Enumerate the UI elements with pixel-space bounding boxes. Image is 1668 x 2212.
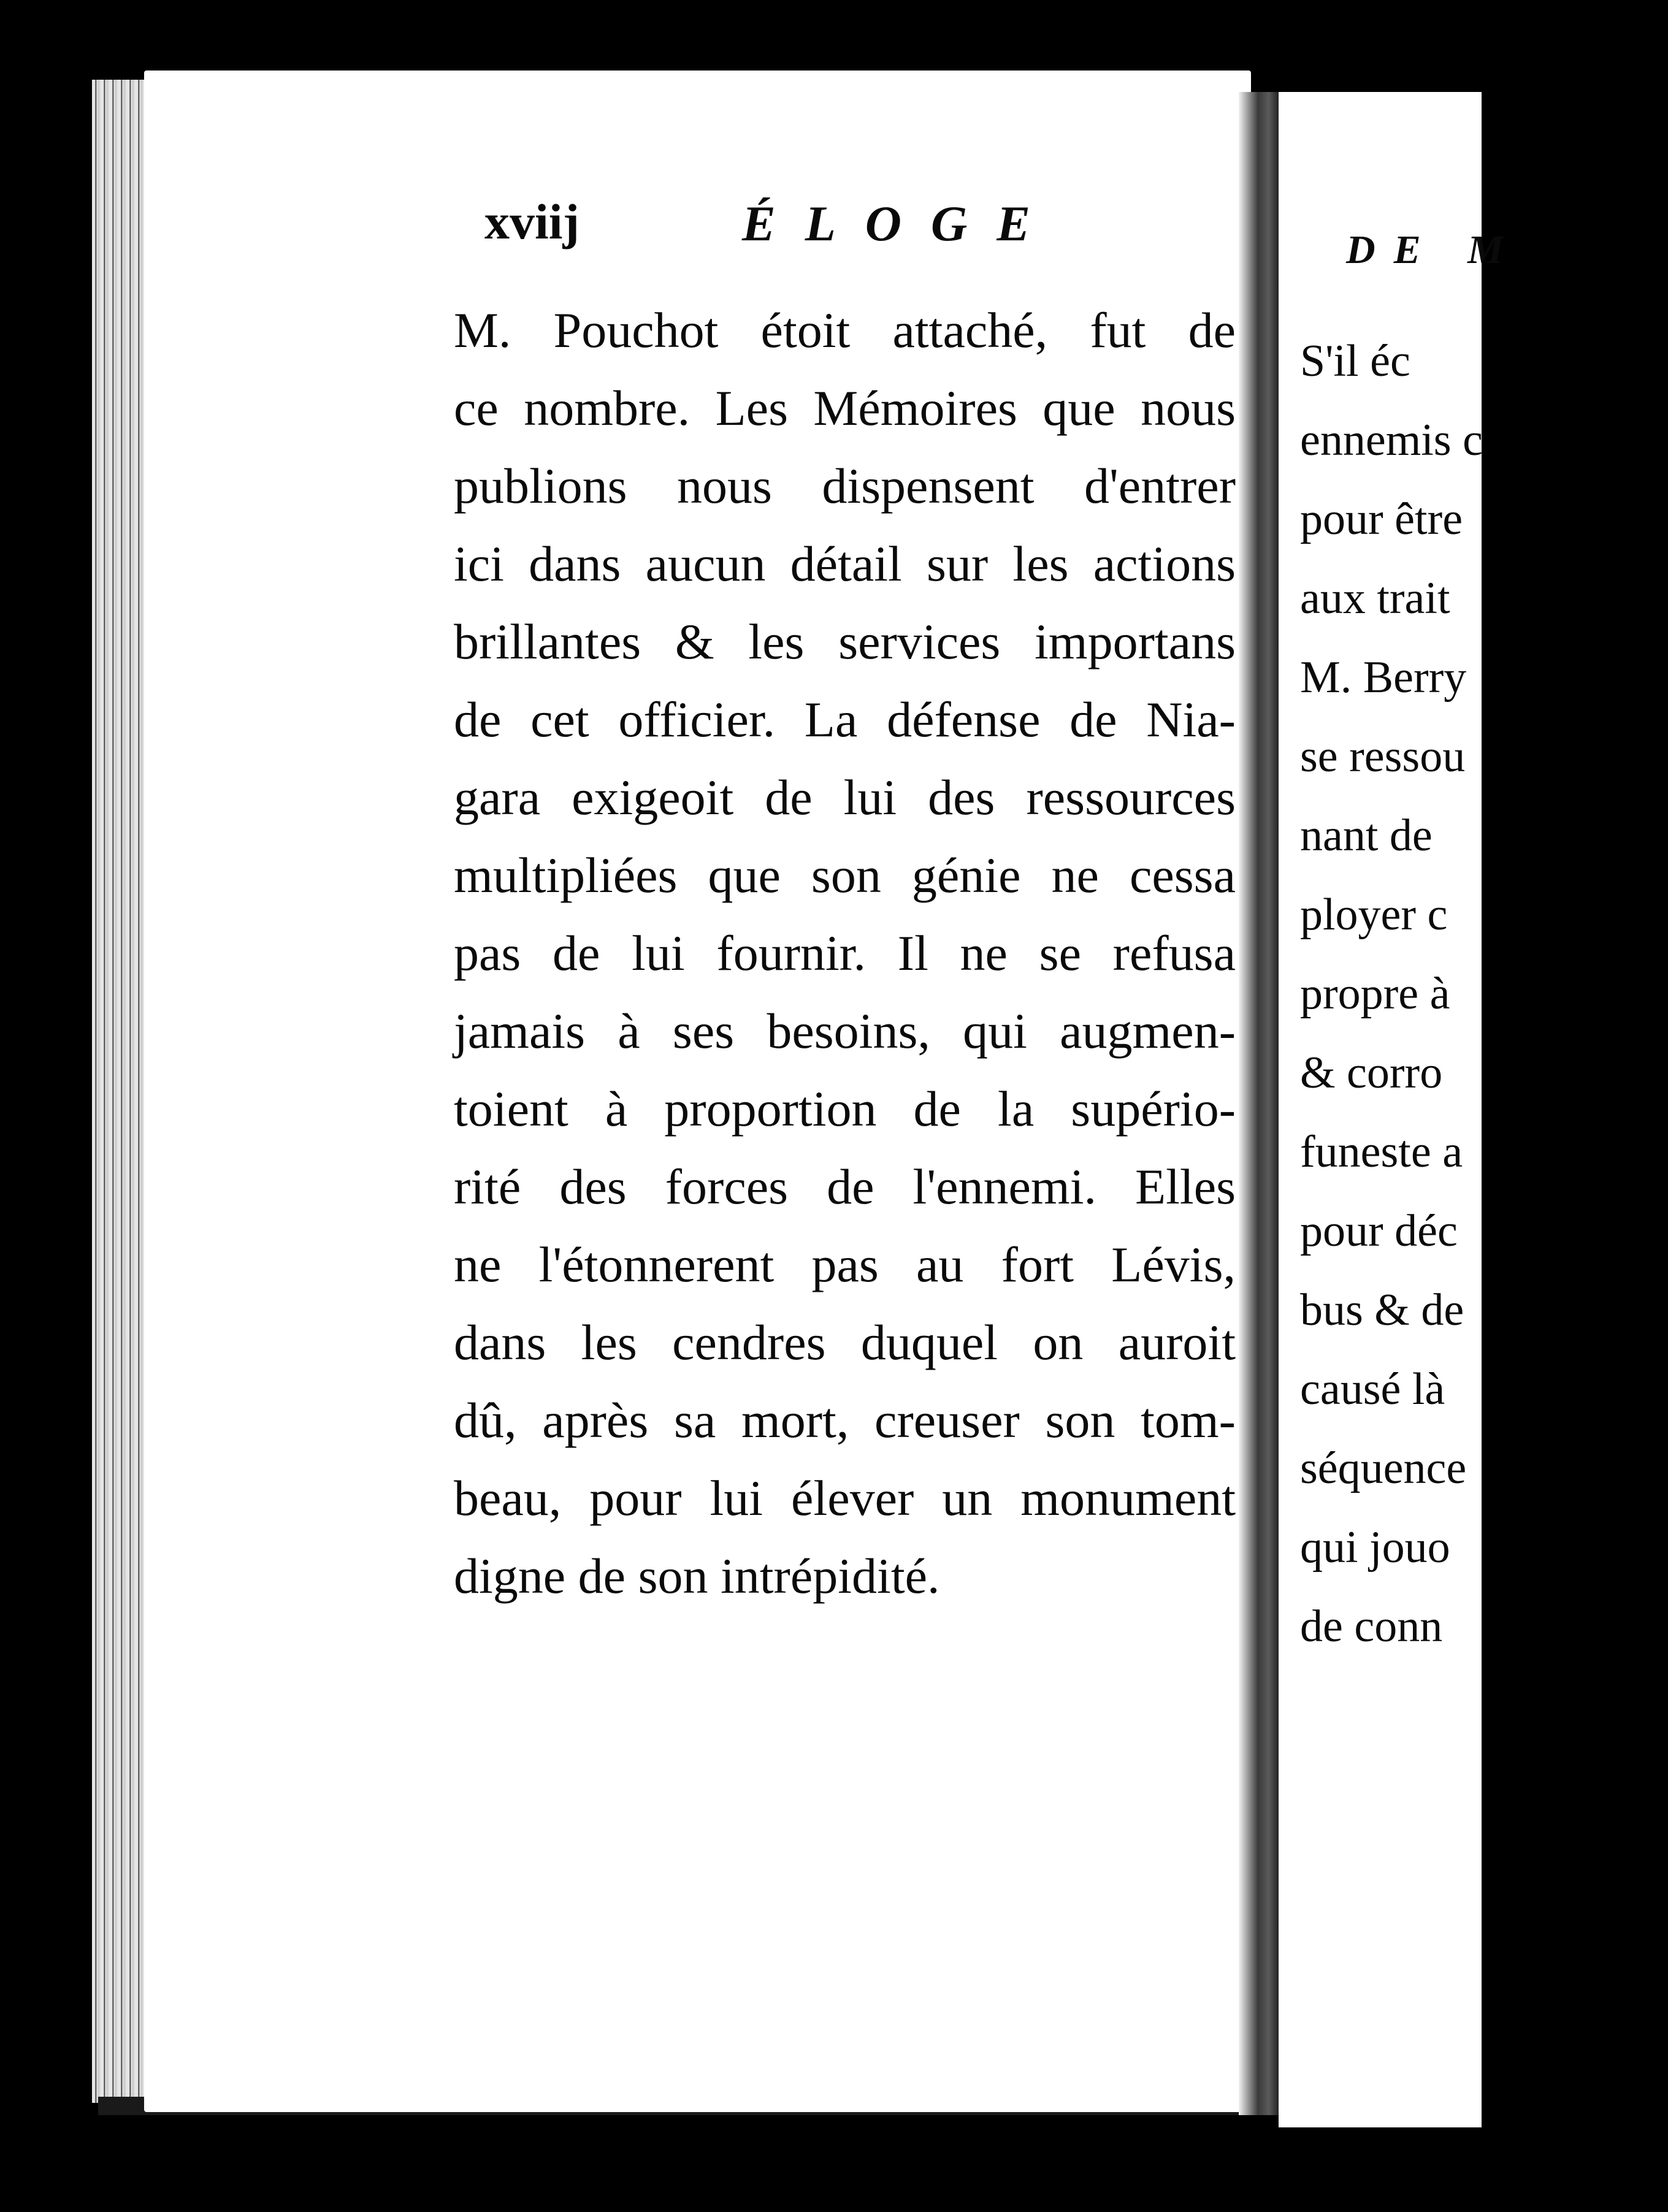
right-text-line: bus & de bbox=[1300, 1285, 1464, 1335]
text-line: gara exigeoit de lui des ressources bbox=[454, 769, 1236, 825]
right-text-line: pour déc bbox=[1300, 1206, 1458, 1256]
right-text-line: ployer c bbox=[1300, 890, 1448, 940]
text-line: ce nombre. Les Mémoires que nous bbox=[454, 380, 1236, 436]
text-line: publions nous dispensent d'entrer bbox=[454, 458, 1236, 514]
right-text-line: séquence bbox=[1300, 1443, 1467, 1493]
page-folio: xviij bbox=[484, 194, 580, 250]
right-text-line: de conn bbox=[1300, 1601, 1443, 1652]
text-line: dû, après sa mort, creuser son tom- bbox=[454, 1392, 1236, 1448]
right-text-line: pour être bbox=[1300, 494, 1463, 544]
body-text bbox=[454, 291, 1236, 1615]
text-line: jamais à ses besoins, qui augmen- bbox=[454, 1003, 1236, 1059]
right-text-line: S'il éc bbox=[1300, 336, 1410, 386]
right-body-text bbox=[1300, 322, 1668, 1666]
right-text-line: causé là bbox=[1300, 1364, 1445, 1414]
text-line: ici dans aucun détail sur les actions bbox=[454, 536, 1236, 592]
right-text-line: nant de bbox=[1300, 810, 1433, 861]
text-line: dans les cendres duquel on auroit bbox=[454, 1314, 1236, 1370]
text-line: beau, pour lui élever un monument bbox=[454, 1470, 1236, 1526]
right-text-line: ennemis c bbox=[1300, 415, 1483, 465]
left-page bbox=[144, 71, 1251, 2112]
text-line: de cet officier. La défense de Nia- bbox=[454, 692, 1236, 747]
text-line: toient à proportion de la supério- bbox=[454, 1081, 1236, 1137]
text-line-last: digne de son intrépidité. bbox=[454, 1548, 940, 1604]
right-text-line: aux trait bbox=[1300, 573, 1450, 624]
text-line: pas de lui fournir. Il ne se refusa bbox=[454, 925, 1236, 981]
page-edges bbox=[92, 80, 150, 2103]
text-line: brillantes & les services importans bbox=[454, 614, 1236, 669]
right-text-line: se ressou bbox=[1300, 731, 1466, 782]
text-line: rité des forces de l'ennemi. Elles bbox=[454, 1159, 1236, 1215]
right-text-line: propre à bbox=[1300, 969, 1450, 1019]
right-text-line: & corro bbox=[1300, 1048, 1443, 1098]
book-gutter bbox=[1239, 92, 1282, 2115]
text-line: ne l'étonnerent pas au fort Lévis, bbox=[454, 1237, 1236, 1292]
text-line: multipliées que son génie ne cessa bbox=[454, 847, 1236, 903]
right-text-line: funeste a bbox=[1300, 1127, 1463, 1177]
running-title: ÉLOGE bbox=[742, 196, 1060, 251]
right-text-line: qui jouo bbox=[1300, 1522, 1450, 1573]
right-running-title: DE M bbox=[1346, 227, 1522, 272]
right-page bbox=[1279, 92, 1522, 2127]
right-text-line: M. Berry bbox=[1300, 652, 1467, 703]
text-line: M. Pouchot étoit attaché, fut de bbox=[454, 302, 1236, 358]
